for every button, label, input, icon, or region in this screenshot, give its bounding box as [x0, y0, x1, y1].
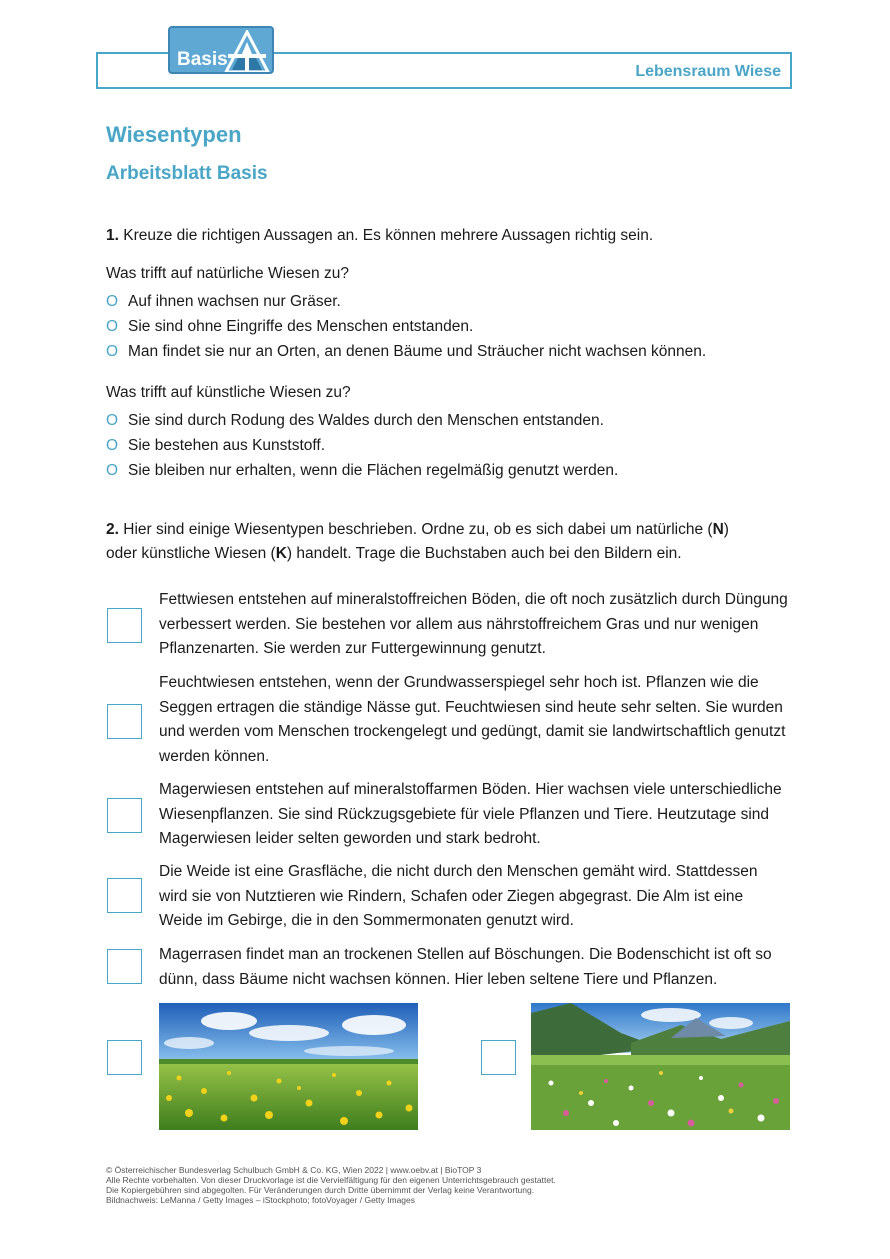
task2-text: ): [723, 521, 729, 538]
meadow-photo-alpine: [531, 1003, 790, 1130]
option-label: Auf ihnen wachsen nur Gräser.: [128, 293, 341, 310]
option-label: Sie sind ohne Eingriffe des Menschen entstanden.: [128, 318, 474, 335]
meadow-description: Die Weide ist eine Grasfläche, die nicht durch den Menschen gemäht wird. Stattdessen wird sie von Nutztieren wie Rindern, Schafen oder Ziegen abgegrast. Die Alm ist eine Weide im Gebirge, die in den Sommermonaten genutzt wird.: [159, 863, 758, 930]
task1-instruction: [106, 224, 653, 248]
footer: [106, 1165, 556, 1205]
option-row[interactable]: [106, 290, 341, 314]
footer-fees: Die Kopiergebühren sind abgegolten. Für Veränderungen durch Dritte übernimmt der Verlag keine Verantwortung.: [106, 1185, 535, 1195]
option-row[interactable]: [106, 459, 618, 483]
footer-credits: Bildnachweis: LeManna / Getty Images – iStockphoto; fotoVoyager / Getty Images: [106, 1195, 416, 1205]
meadow-photo-dandelion: [159, 1003, 418, 1130]
option-circle-icon[interactable]: O: [106, 343, 119, 360]
meadow-description: Feuchtwiesen entstehen, wenn der Grundwasserspiegel sehr hoch ist. Pflanzen wie die Seggen ertragen die ständige Nässe gut. Feuchtwiesen sind heute sehr selten. Sie wurden und werden vom Menschen trockengelegt und gedüngt, damit sie landwirtschaftlich genutzt werden können.: [159, 674, 786, 765]
question-natural: Was trifft auf natürliche Wiesen zu?: [106, 265, 349, 282]
answer-box[interactable]: [481, 1040, 516, 1075]
task2-text: oder künstliche Wiesen (: [106, 545, 276, 562]
option-label: Sie bestehen aus Kunststoff.: [128, 437, 326, 454]
option-circle-icon[interactable]: O: [106, 293, 119, 310]
option-row[interactable]: [106, 409, 604, 433]
meadow-description: Fettwiesen entstehen auf mineralstoffreichen Böden, die oft noch zusätzlich durch Düngung verbessert werden. Sie bestehen vor allem aus nährstoffreichem Gras und nur wenigen Pflanzenarten. Sie werden zur Futtergewinnung genutzt.: [159, 591, 788, 658]
option-circle-icon[interactable]: O: [106, 462, 119, 479]
answer-box[interactable]: [107, 798, 142, 833]
task1-number: 1.: [106, 227, 119, 244]
question-artificial: Was trifft auf künstliche Wiesen zu?: [106, 384, 351, 401]
option-circle-icon[interactable]: O: [106, 318, 119, 335]
meadow-description: Magerwiesen entstehen auf mineralstoffarmen Böden. Hier wachsen viele unterschiedliche Wiesenpflanzen. Sie sind Rückzugsgebiete für viele Pflanzen und Tiere. Heutzutage sind Magerwiesen leider selten geworden und stark bedroht.: [159, 781, 782, 848]
section-title: Lebensraum Wiese: [635, 63, 781, 80]
answer-box[interactable]: [107, 1040, 142, 1075]
option-label: Sie sind durch Rodung des Waldes durch den Menschen entstanden.: [128, 412, 604, 429]
answer-box[interactable]: [107, 949, 142, 984]
option-circle-icon[interactable]: O: [106, 437, 119, 454]
option-row[interactable]: [106, 315, 473, 339]
answer-box[interactable]: [107, 608, 142, 643]
task2-instruction: [106, 518, 786, 566]
footer-rights: Alle Rechte vorbehalten. Von dieser Druckvorlage ist die Vervielfältigung für den eigenen Unterrichtsgebrauch gestattet.: [106, 1175, 556, 1185]
task2-text: Hier sind einige Wiesentypen beschrieben. Ordne zu, ob es sich dabei um natürliche (: [123, 521, 713, 538]
basis-logo: [168, 26, 274, 74]
triangle-logo-icon: [224, 30, 270, 74]
letter-n: N: [712, 521, 724, 538]
task2-text: ) handelt. Trage die Buchstaben auch bei den Bildern ein.: [286, 545, 682, 562]
option-row[interactable]: [106, 340, 706, 364]
answer-box[interactable]: [107, 704, 142, 739]
letter-k: K: [275, 545, 287, 562]
option-circle-icon[interactable]: O: [106, 412, 119, 429]
page-title: Wiesentypen: [106, 122, 242, 147]
option-label: Sie bleiben nur erhalten, wenn die Flächen regelmäßig genutzt werden.: [128, 462, 619, 479]
task2-number: 2.: [106, 521, 119, 538]
task1-text: Kreuze die richtigen Aussagen an. Es können mehrere Aussagen richtig sein.: [123, 227, 654, 244]
meadow-description: Magerrasen findet man an trockenen Stellen auf Böschungen. Die Bodenschicht ist oft so dünn, dass Bäume nicht wachsen können. Hier leben seltene Tiere und Pflanzen.: [159, 946, 772, 988]
option-label: Man findet sie nur an Orten, an denen Bäume und Sträucher nicht wachsen können.: [128, 343, 707, 360]
option-row[interactable]: [106, 434, 325, 458]
answer-box[interactable]: [107, 878, 142, 913]
page-subtitle: Arbeitsblatt Basis: [106, 163, 268, 184]
footer-copyright: © Österreichischer Bundesverlag Schulbuch GmbH & Co. KG, Wien 2022 | www.oebv.at | BioTOP 3: [106, 1165, 482, 1175]
logo-text: Basis: [177, 49, 228, 70]
